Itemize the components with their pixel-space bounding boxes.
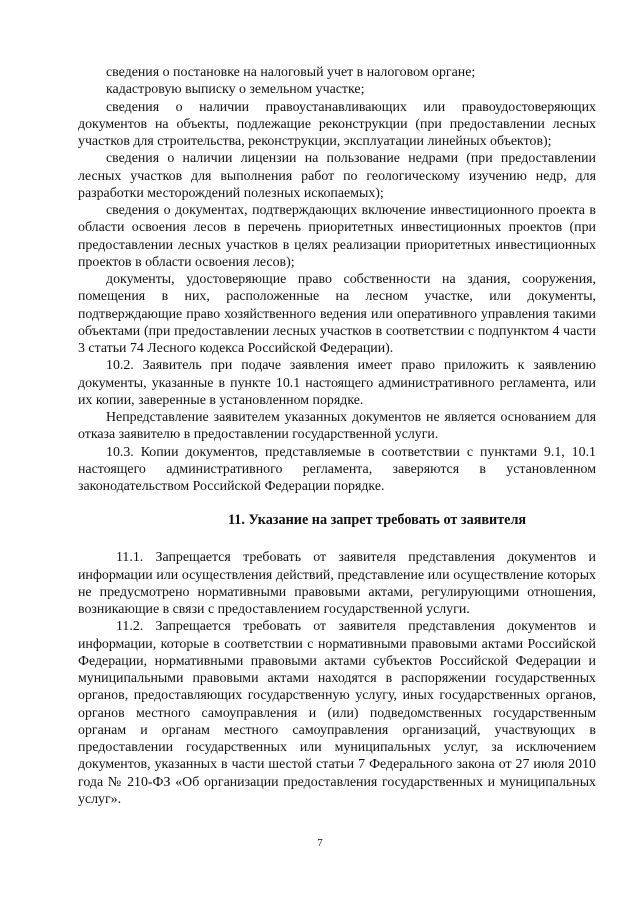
- paragraph-investment-project: сведения о документах, подтверждающих включение инвестиционного проекта в области освоения лесов в перечень приоритетных инвестиционных проектов (при предоставлении лесных участков в целях реализации приоритетных инвестиционных проектов в области освоения лесов);: [78, 203, 596, 270]
- section-11-body: [78, 549, 596, 808]
- paragraph-title-documents: сведения о наличии правоустанавливающих или правоудостоверяющих документов на объекты, подлежащие реконструкции (при предоставлении лесных участков для строительства, реконструкции, эксплуатации линейных объектов);: [78, 99, 596, 149]
- paragraph-10-3: 10.3. Копии документов, представляемые в соответствии с пунктами 9.1, 10.1 настоящего административного регламента, заверяются в установленном законодательством Российской Федерации порядке.: [78, 444, 596, 494]
- paragraph-cadastral-extract: кадастровую выписку о земельном участке;: [106, 82, 365, 98]
- paragraph-subsoil-license: сведения о наличии лицензии на пользование недрами (при предоставлении лесных участков для выполнения работ по геологическому изучению недр, для разработки месторождений полезных ископаемых);: [78, 151, 596, 201]
- section-heading: 11. Указание на запрет требовать от заявителя: [228, 512, 527, 529]
- paragraph-ownership-documents: документы, удостоверяющие право собственности на здания, сооружения, помещения в них, расположенные на лесном участке, или документы, подтверждающие право хозяйственного ведения или оперативного управления такими объектами (при предоставлении лесных участков в соответствии с подпунктом 4 части 3 статьи 74 Лесного кодекса Российской Федерации).: [78, 272, 596, 356]
- paragraph-11-2: 11.2. Запрещается требовать от заявителя представления документов и информации, которые в соответствии с нормативными правовыми актами Российской Федерации, нормативными правовыми актами субъектов Российской Федерации и муниципальными правовыми актами находятся в распоряжении государственных органов, предоставляющих государственную услугу, иных государственных органов, органов местного самоуправления и (или) подведомственных государственным органам и органам местного самоуправления организаций, участвующих в предоставлении государственных или муниципальных услуг, за исключением документов, указанных в части шестой статьи 7 Федерального закона от 27 июля 2010 года № 210-ФЗ «Об организации предоставления государственных и муниципальных услуг».: [78, 619, 596, 807]
- paragraph-tax-registration: сведения о постановке на налоговый учет в налоговом органе;: [106, 65, 476, 80]
- paragraph-non-submission: Непредставление заявителем указанных документов не является основанием для отказа заявителю в предоставлении государственной услуги.: [78, 410, 596, 443]
- paragraph-10-2: 10.2. Заявитель при подаче заявления имеет право приложить к заявлению документы, указанные в пункте 10.1 настоящего административного регламента, или их копии, заверенные в установленном порядке.: [78, 358, 596, 408]
- page-number: 7: [317, 837, 323, 849]
- document-page: [78, 64, 596, 808]
- paragraph-11-1: 11.1. Запрещается требовать от заявителя представления документов и информации или осуществления действий, представление или осуществление которых не предусмотрено нормативными правовыми актами, регулирующими отношения, возникающие в связи с предоставлением государственной услуги.: [78, 550, 596, 617]
